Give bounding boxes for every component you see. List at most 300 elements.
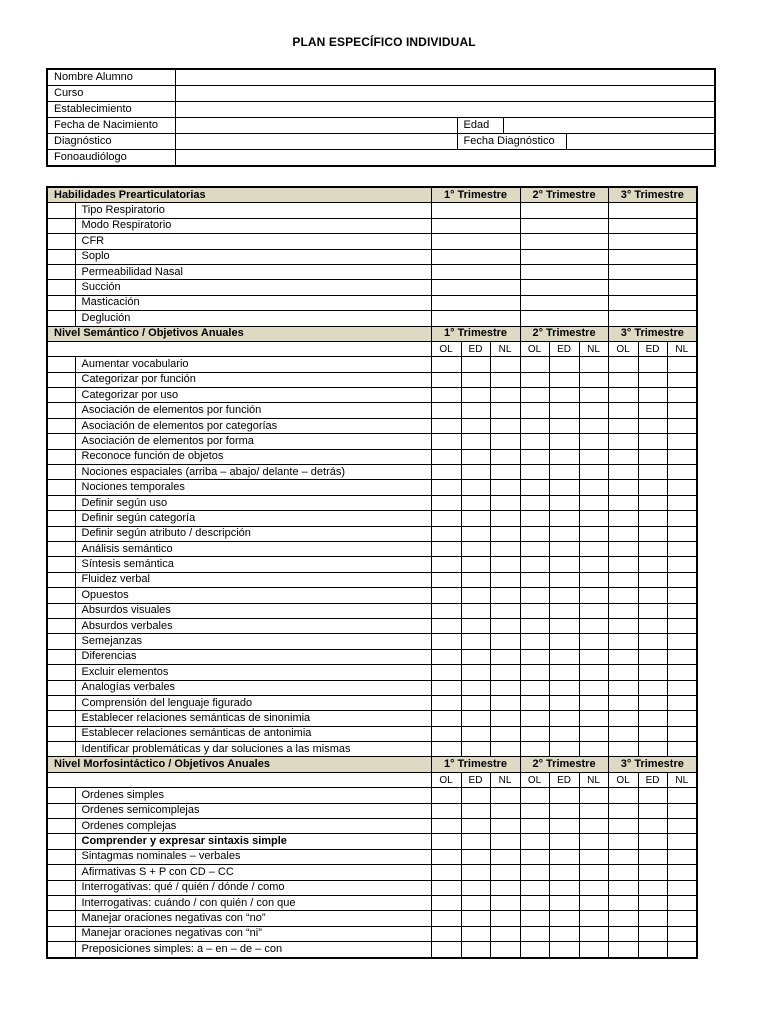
trimester-cell[interactable] xyxy=(431,218,520,233)
checkbox-cell[interactable] xyxy=(667,788,697,803)
checkbox-cell[interactable] xyxy=(461,511,490,526)
checkbox-cell[interactable] xyxy=(638,588,667,603)
checkbox-cell[interactable] xyxy=(579,418,608,433)
checkbox-cell[interactable] xyxy=(520,465,549,480)
checkbox-cell[interactable] xyxy=(608,742,638,757)
checkbox-cell[interactable] xyxy=(608,526,638,541)
establecimiento-field[interactable] xyxy=(175,102,715,118)
checkbox-cell[interactable] xyxy=(608,865,638,880)
checkbox-cell[interactable] xyxy=(579,849,608,864)
checkbox-cell[interactable] xyxy=(431,849,461,864)
checkbox-cell[interactable] xyxy=(490,649,520,664)
checkbox-cell[interactable] xyxy=(490,603,520,618)
checkbox-cell[interactable] xyxy=(490,634,520,649)
checkbox-cell[interactable] xyxy=(520,434,549,449)
checkbox-cell[interactable] xyxy=(667,695,697,710)
checkbox-cell[interactable] xyxy=(608,895,638,910)
checkbox-cell[interactable] xyxy=(520,665,549,680)
checkbox-cell[interactable] xyxy=(461,634,490,649)
checkbox-cell[interactable] xyxy=(638,634,667,649)
checkbox-cell[interactable] xyxy=(520,834,549,849)
checkbox-cell[interactable] xyxy=(461,603,490,618)
checkbox-cell[interactable] xyxy=(490,865,520,880)
checkbox-cell[interactable] xyxy=(608,372,638,387)
checkbox-cell[interactable] xyxy=(667,357,697,372)
checkbox-cell[interactable] xyxy=(461,357,490,372)
trimester-cell[interactable] xyxy=(520,280,608,295)
checkbox-cell[interactable] xyxy=(549,742,579,757)
checkbox-cell[interactable] xyxy=(549,465,579,480)
trimester-cell[interactable] xyxy=(520,218,608,233)
checkbox-cell[interactable] xyxy=(461,372,490,387)
checkbox-cell[interactable] xyxy=(667,418,697,433)
checkbox-cell[interactable] xyxy=(579,480,608,495)
checkbox-cell[interactable] xyxy=(461,418,490,433)
checkbox-cell[interactable] xyxy=(490,665,520,680)
checkbox-cell[interactable] xyxy=(490,388,520,403)
checkbox-cell[interactable] xyxy=(608,541,638,556)
checkbox-cell[interactable] xyxy=(667,649,697,664)
checkbox-cell[interactable] xyxy=(638,649,667,664)
trimester-cell[interactable] xyxy=(431,295,520,310)
checkbox-cell[interactable] xyxy=(638,603,667,618)
checkbox-cell[interactable] xyxy=(520,788,549,803)
checkbox-cell[interactable] xyxy=(431,695,461,710)
checkbox-cell[interactable] xyxy=(431,511,461,526)
checkbox-cell[interactable] xyxy=(490,511,520,526)
checkbox-cell[interactable] xyxy=(490,788,520,803)
checkbox-cell[interactable] xyxy=(520,942,549,958)
checkbox-cell[interactable] xyxy=(549,603,579,618)
checkbox-cell[interactable] xyxy=(520,726,549,741)
checkbox-cell[interactable] xyxy=(431,803,461,818)
checkbox-cell[interactable] xyxy=(608,680,638,695)
trimester-cell[interactable] xyxy=(608,234,697,249)
checkbox-cell[interactable] xyxy=(608,726,638,741)
checkbox-cell[interactable] xyxy=(608,403,638,418)
checkbox-cell[interactable] xyxy=(549,588,579,603)
checkbox-cell[interactable] xyxy=(431,634,461,649)
checkbox-cell[interactable] xyxy=(638,388,667,403)
checkbox-cell[interactable] xyxy=(461,742,490,757)
checkbox-cell[interactable] xyxy=(549,541,579,556)
checkbox-cell[interactable] xyxy=(490,819,520,834)
checkbox-cell[interactable] xyxy=(638,911,667,926)
checkbox-cell[interactable] xyxy=(608,819,638,834)
checkbox-cell[interactable] xyxy=(490,742,520,757)
checkbox-cell[interactable] xyxy=(490,695,520,710)
checkbox-cell[interactable] xyxy=(667,557,697,572)
checkbox-cell[interactable] xyxy=(579,357,608,372)
checkbox-cell[interactable] xyxy=(667,465,697,480)
checkbox-cell[interactable] xyxy=(638,742,667,757)
checkbox-cell[interactable] xyxy=(431,819,461,834)
checkbox-cell[interactable] xyxy=(431,418,461,433)
checkbox-cell[interactable] xyxy=(638,849,667,864)
checkbox-cell[interactable] xyxy=(579,572,608,587)
checkbox-cell[interactable] xyxy=(490,357,520,372)
checkbox-cell[interactable] xyxy=(490,418,520,433)
checkbox-cell[interactable] xyxy=(490,911,520,926)
checkbox-cell[interactable] xyxy=(638,511,667,526)
checkbox-cell[interactable] xyxy=(579,449,608,464)
checkbox-cell[interactable] xyxy=(461,403,490,418)
checkbox-cell[interactable] xyxy=(579,372,608,387)
checkbox-cell[interactable] xyxy=(461,911,490,926)
checkbox-cell[interactable] xyxy=(638,926,667,941)
checkbox-cell[interactable] xyxy=(461,526,490,541)
checkbox-cell[interactable] xyxy=(579,880,608,895)
checkbox-cell[interactable] xyxy=(667,834,697,849)
checkbox-cell[interactable] xyxy=(431,834,461,849)
checkbox-cell[interactable] xyxy=(490,711,520,726)
trimester-cell[interactable] xyxy=(608,249,697,264)
checkbox-cell[interactable] xyxy=(579,649,608,664)
checkbox-cell[interactable] xyxy=(579,834,608,849)
checkbox-cell[interactable] xyxy=(579,742,608,757)
checkbox-cell[interactable] xyxy=(520,649,549,664)
checkbox-cell[interactable] xyxy=(549,665,579,680)
checkbox-cell[interactable] xyxy=(549,372,579,387)
checkbox-cell[interactable] xyxy=(431,911,461,926)
checkbox-cell[interactable] xyxy=(667,711,697,726)
checkbox-cell[interactable] xyxy=(431,895,461,910)
checkbox-cell[interactable] xyxy=(520,926,549,941)
diagnostico-field[interactable] xyxy=(175,134,457,150)
checkbox-cell[interactable] xyxy=(579,711,608,726)
checkbox-cell[interactable] xyxy=(461,495,490,510)
checkbox-cell[interactable] xyxy=(549,895,579,910)
trimester-cell[interactable] xyxy=(520,295,608,310)
checkbox-cell[interactable] xyxy=(490,680,520,695)
checkbox-cell[interactable] xyxy=(608,588,638,603)
checkbox-cell[interactable] xyxy=(431,926,461,941)
trimester-cell[interactable] xyxy=(608,218,697,233)
checkbox-cell[interactable] xyxy=(638,480,667,495)
checkbox-cell[interactable] xyxy=(608,834,638,849)
checkbox-cell[interactable] xyxy=(490,834,520,849)
checkbox-cell[interactable] xyxy=(461,541,490,556)
checkbox-cell[interactable] xyxy=(520,680,549,695)
edad-field[interactable] xyxy=(503,118,715,134)
checkbox-cell[interactable] xyxy=(667,865,697,880)
checkbox-cell[interactable] xyxy=(549,834,579,849)
trimester-cell[interactable] xyxy=(608,295,697,310)
checkbox-cell[interactable] xyxy=(579,434,608,449)
checkbox-cell[interactable] xyxy=(667,618,697,633)
checkbox-cell[interactable] xyxy=(431,480,461,495)
trimester-cell[interactable] xyxy=(520,311,608,326)
checkbox-cell[interactable] xyxy=(461,926,490,941)
checkbox-cell[interactable] xyxy=(520,895,549,910)
checkbox-cell[interactable] xyxy=(579,403,608,418)
checkbox-cell[interactable] xyxy=(490,849,520,864)
trimester-cell[interactable] xyxy=(608,311,697,326)
checkbox-cell[interactable] xyxy=(461,865,490,880)
checkbox-cell[interactable] xyxy=(608,418,638,433)
checkbox-cell[interactable] xyxy=(520,557,549,572)
checkbox-cell[interactable] xyxy=(579,511,608,526)
checkbox-cell[interactable] xyxy=(608,480,638,495)
checkbox-cell[interactable] xyxy=(549,849,579,864)
checkbox-cell[interactable] xyxy=(549,480,579,495)
checkbox-cell[interactable] xyxy=(461,557,490,572)
checkbox-cell[interactable] xyxy=(608,711,638,726)
checkbox-cell[interactable] xyxy=(490,372,520,387)
checkbox-cell[interactable] xyxy=(579,895,608,910)
checkbox-cell[interactable] xyxy=(490,434,520,449)
checkbox-cell[interactable] xyxy=(549,819,579,834)
checkbox-cell[interactable] xyxy=(638,895,667,910)
checkbox-cell[interactable] xyxy=(667,849,697,864)
checkbox-cell[interactable] xyxy=(431,357,461,372)
checkbox-cell[interactable] xyxy=(461,880,490,895)
checkbox-cell[interactable] xyxy=(579,541,608,556)
checkbox-cell[interactable] xyxy=(608,849,638,864)
checkbox-cell[interactable] xyxy=(638,572,667,587)
checkbox-cell[interactable] xyxy=(638,788,667,803)
trimester-cell[interactable] xyxy=(520,203,608,218)
checkbox-cell[interactable] xyxy=(608,942,638,958)
checkbox-cell[interactable] xyxy=(431,711,461,726)
checkbox-cell[interactable] xyxy=(431,618,461,633)
checkbox-cell[interactable] xyxy=(549,618,579,633)
checkbox-cell[interactable] xyxy=(608,911,638,926)
checkbox-cell[interactable] xyxy=(520,634,549,649)
nombre-field[interactable] xyxy=(175,69,715,86)
checkbox-cell[interactable] xyxy=(638,865,667,880)
checkbox-cell[interactable] xyxy=(638,526,667,541)
checkbox-cell[interactable] xyxy=(549,942,579,958)
checkbox-cell[interactable] xyxy=(549,865,579,880)
checkbox-cell[interactable] xyxy=(638,403,667,418)
checkbox-cell[interactable] xyxy=(520,357,549,372)
checkbox-cell[interactable] xyxy=(520,418,549,433)
checkbox-cell[interactable] xyxy=(608,634,638,649)
checkbox-cell[interactable] xyxy=(431,865,461,880)
checkbox-cell[interactable] xyxy=(461,788,490,803)
checkbox-cell[interactable] xyxy=(490,495,520,510)
checkbox-cell[interactable] xyxy=(549,526,579,541)
checkbox-cell[interactable] xyxy=(579,588,608,603)
checkbox-cell[interactable] xyxy=(667,603,697,618)
checkbox-cell[interactable] xyxy=(549,711,579,726)
checkbox-cell[interactable] xyxy=(520,572,549,587)
checkbox-cell[interactable] xyxy=(667,449,697,464)
checkbox-cell[interactable] xyxy=(667,434,697,449)
checkbox-cell[interactable] xyxy=(667,665,697,680)
checkbox-cell[interactable] xyxy=(461,680,490,695)
checkbox-cell[interactable] xyxy=(431,388,461,403)
checkbox-cell[interactable] xyxy=(608,803,638,818)
trimester-cell[interactable] xyxy=(608,264,697,279)
checkbox-cell[interactable] xyxy=(638,880,667,895)
checkbox-cell[interactable] xyxy=(579,819,608,834)
checkbox-cell[interactable] xyxy=(579,557,608,572)
checkbox-cell[interactable] xyxy=(579,388,608,403)
checkbox-cell[interactable] xyxy=(549,911,579,926)
trimester-cell[interactable] xyxy=(431,311,520,326)
checkbox-cell[interactable] xyxy=(667,742,697,757)
checkbox-cell[interactable] xyxy=(490,480,520,495)
checkbox-cell[interactable] xyxy=(549,357,579,372)
checkbox-cell[interactable] xyxy=(638,557,667,572)
checkbox-cell[interactable] xyxy=(549,418,579,433)
checkbox-cell[interactable] xyxy=(667,634,697,649)
checkbox-cell[interactable] xyxy=(461,726,490,741)
checkbox-cell[interactable] xyxy=(579,926,608,941)
checkbox-cell[interactable] xyxy=(608,495,638,510)
checkbox-cell[interactable] xyxy=(638,449,667,464)
checkbox-cell[interactable] xyxy=(608,618,638,633)
checkbox-cell[interactable] xyxy=(579,865,608,880)
checkbox-cell[interactable] xyxy=(431,465,461,480)
checkbox-cell[interactable] xyxy=(667,680,697,695)
checkbox-cell[interactable] xyxy=(520,541,549,556)
checkbox-cell[interactable] xyxy=(579,603,608,618)
checkbox-cell[interactable] xyxy=(608,465,638,480)
checkbox-cell[interactable] xyxy=(431,372,461,387)
checkbox-cell[interactable] xyxy=(667,526,697,541)
checkbox-cell[interactable] xyxy=(461,388,490,403)
checkbox-cell[interactable] xyxy=(667,726,697,741)
checkbox-cell[interactable] xyxy=(520,695,549,710)
checkbox-cell[interactable] xyxy=(638,465,667,480)
checkbox-cell[interactable] xyxy=(638,665,667,680)
checkbox-cell[interactable] xyxy=(579,803,608,818)
checkbox-cell[interactable] xyxy=(638,942,667,958)
checkbox-cell[interactable] xyxy=(549,695,579,710)
checkbox-cell[interactable] xyxy=(667,911,697,926)
checkbox-cell[interactable] xyxy=(638,695,667,710)
checkbox-cell[interactable] xyxy=(461,465,490,480)
checkbox-cell[interactable] xyxy=(520,880,549,895)
checkbox-cell[interactable] xyxy=(490,541,520,556)
checkbox-cell[interactable] xyxy=(579,726,608,741)
checkbox-cell[interactable] xyxy=(490,449,520,464)
checkbox-cell[interactable] xyxy=(579,695,608,710)
checkbox-cell[interactable] xyxy=(520,603,549,618)
checkbox-cell[interactable] xyxy=(638,434,667,449)
checkbox-cell[interactable] xyxy=(579,618,608,633)
checkbox-cell[interactable] xyxy=(579,665,608,680)
checkbox-cell[interactable] xyxy=(667,588,697,603)
trimester-cell[interactable] xyxy=(431,249,520,264)
checkbox-cell[interactable] xyxy=(549,803,579,818)
checkbox-cell[interactable] xyxy=(608,557,638,572)
checkbox-cell[interactable] xyxy=(579,911,608,926)
checkbox-cell[interactable] xyxy=(490,526,520,541)
checkbox-cell[interactable] xyxy=(461,895,490,910)
checkbox-cell[interactable] xyxy=(490,465,520,480)
checkbox-cell[interactable] xyxy=(549,449,579,464)
checkbox-cell[interactable] xyxy=(520,803,549,818)
checkbox-cell[interactable] xyxy=(520,480,549,495)
checkbox-cell[interactable] xyxy=(520,618,549,633)
checkbox-cell[interactable] xyxy=(667,803,697,818)
checkbox-cell[interactable] xyxy=(461,834,490,849)
checkbox-cell[interactable] xyxy=(579,634,608,649)
checkbox-cell[interactable] xyxy=(549,495,579,510)
checkbox-cell[interactable] xyxy=(608,603,638,618)
checkbox-cell[interactable] xyxy=(579,495,608,510)
checkbox-cell[interactable] xyxy=(549,511,579,526)
checkbox-cell[interactable] xyxy=(638,803,667,818)
checkbox-cell[interactable] xyxy=(431,649,461,664)
checkbox-cell[interactable] xyxy=(431,788,461,803)
trimester-cell[interactable] xyxy=(520,249,608,264)
checkbox-cell[interactable] xyxy=(461,618,490,633)
trimester-cell[interactable] xyxy=(431,203,520,218)
checkbox-cell[interactable] xyxy=(490,803,520,818)
trimester-cell[interactable] xyxy=(431,264,520,279)
checkbox-cell[interactable] xyxy=(549,680,579,695)
checkbox-cell[interactable] xyxy=(549,388,579,403)
checkbox-cell[interactable] xyxy=(667,403,697,418)
checkbox-cell[interactable] xyxy=(490,942,520,958)
checkbox-cell[interactable] xyxy=(431,403,461,418)
checkbox-cell[interactable] xyxy=(461,849,490,864)
checkbox-cell[interactable] xyxy=(431,680,461,695)
checkbox-cell[interactable] xyxy=(431,726,461,741)
checkbox-cell[interactable] xyxy=(667,495,697,510)
fonoaudiologo-field[interactable] xyxy=(175,150,715,167)
checkbox-cell[interactable] xyxy=(490,557,520,572)
checkbox-cell[interactable] xyxy=(490,572,520,587)
checkbox-cell[interactable] xyxy=(579,680,608,695)
checkbox-cell[interactable] xyxy=(608,572,638,587)
checkbox-cell[interactable] xyxy=(461,434,490,449)
checkbox-cell[interactable] xyxy=(431,449,461,464)
checkbox-cell[interactable] xyxy=(461,588,490,603)
checkbox-cell[interactable] xyxy=(490,895,520,910)
checkbox-cell[interactable] xyxy=(431,495,461,510)
checkbox-cell[interactable] xyxy=(461,819,490,834)
checkbox-cell[interactable] xyxy=(461,449,490,464)
trimester-cell[interactable] xyxy=(520,264,608,279)
checkbox-cell[interactable] xyxy=(638,541,667,556)
checkbox-cell[interactable] xyxy=(608,880,638,895)
checkbox-cell[interactable] xyxy=(520,526,549,541)
checkbox-cell[interactable] xyxy=(608,511,638,526)
checkbox-cell[interactable] xyxy=(608,357,638,372)
checkbox-cell[interactable] xyxy=(549,434,579,449)
checkbox-cell[interactable] xyxy=(549,726,579,741)
checkbox-cell[interactable] xyxy=(638,834,667,849)
curso-field[interactable] xyxy=(175,86,715,102)
checkbox-cell[interactable] xyxy=(608,449,638,464)
checkbox-cell[interactable] xyxy=(667,895,697,910)
checkbox-cell[interactable] xyxy=(461,711,490,726)
checkbox-cell[interactable] xyxy=(549,403,579,418)
checkbox-cell[interactable] xyxy=(520,511,549,526)
checkbox-cell[interactable] xyxy=(608,649,638,664)
checkbox-cell[interactable] xyxy=(667,819,697,834)
checkbox-cell[interactable] xyxy=(608,788,638,803)
checkbox-cell[interactable] xyxy=(520,495,549,510)
checkbox-cell[interactable] xyxy=(667,372,697,387)
checkbox-cell[interactable] xyxy=(490,618,520,633)
checkbox-cell[interactable] xyxy=(667,880,697,895)
trimester-cell[interactable] xyxy=(431,234,520,249)
checkbox-cell[interactable] xyxy=(579,526,608,541)
checkbox-cell[interactable] xyxy=(549,649,579,664)
trimester-cell[interactable] xyxy=(608,280,697,295)
checkbox-cell[interactable] xyxy=(520,742,549,757)
checkbox-cell[interactable] xyxy=(431,526,461,541)
checkbox-cell[interactable] xyxy=(431,942,461,958)
checkbox-cell[interactable] xyxy=(608,434,638,449)
